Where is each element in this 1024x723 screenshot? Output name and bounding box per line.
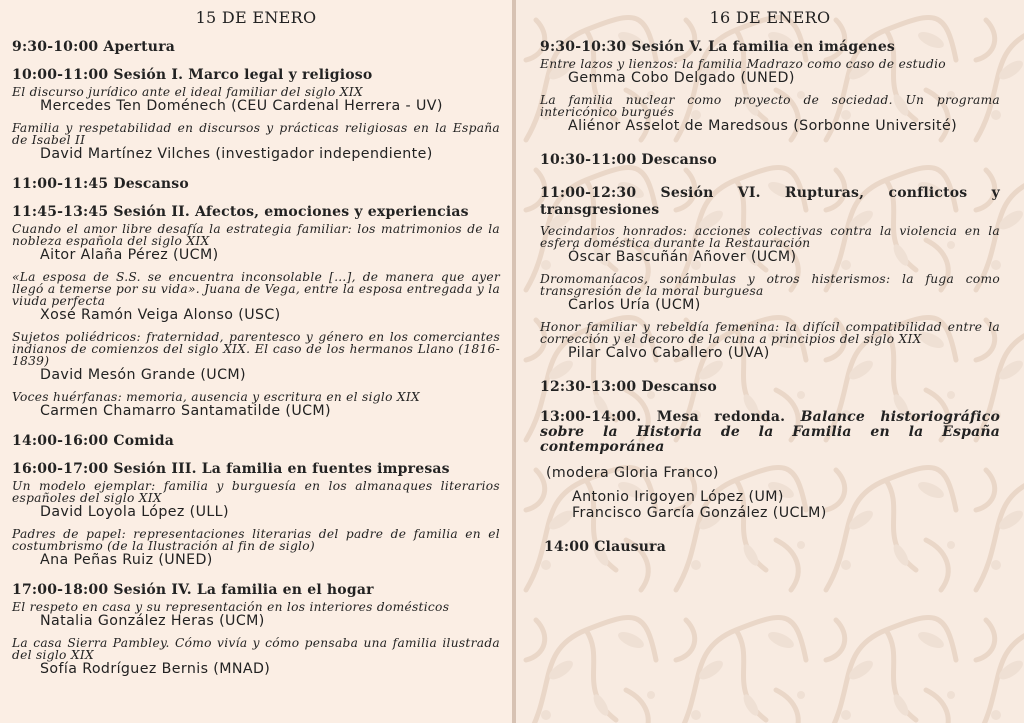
talk-author: Gemma Cobo Delgado (UNED)	[568, 70, 795, 86]
session-5-heading: 9:30-10:30 Sesión V. La familia en imágenes	[540, 39, 896, 55]
talk-author: Óscar Bascuñán Añover (UCM)	[568, 249, 797, 265]
mesa-redonda	[540, 410, 1000, 455]
talk-author: David Loyola López (ULL)	[40, 504, 229, 520]
apertura: 9:30-10:00 Apertura	[12, 39, 176, 55]
talk-author: Xosé Ramón Veiga Alonso (USC)	[40, 307, 281, 323]
day2-title: 16 DE ENERO	[709, 8, 831, 27]
session-4-heading: 17:00-18:00 Sesión IV. La familia en el hogar	[12, 582, 374, 598]
day1-title: 15 DE ENERO	[195, 8, 317, 27]
session-6-heading: 11:00-12:30 Sesión VI. Rupturas, conflictos y transgresiones	[540, 185, 1000, 218]
talk	[540, 94, 1000, 135]
talk	[12, 331, 500, 384]
talk	[12, 223, 500, 264]
descanso-1: 11:00-11:45 Descanso	[12, 176, 189, 192]
talk	[540, 225, 1000, 266]
day1-column	[12, 8, 500, 685]
talk	[12, 122, 500, 163]
talk-title: Vecindarios honrados: acciones colectivas contra la violencia en la esfera doméstica durante la Restauración	[540, 224, 1000, 250]
mesa-moderator: (modera Gloria Franco)	[546, 465, 719, 481]
talk-author: Mercedes Ten Doménech (CEU Cardenal Herrera - UV)	[40, 98, 443, 114]
talk-title: «La esposa de S.S. se encuentra inconsolable […], de manera que ayer llegó a temerse por su vida». Juana de Vega, entre la esposa entregada y la viuda perfecta	[12, 270, 501, 308]
talk-author: Sofía Rodríguez Bernis (MNAD)	[40, 661, 271, 677]
mesa-time: 13:00-14:00. Mesa redonda.	[540, 409, 786, 425]
talk	[12, 391, 500, 420]
session-2-heading: 11:45-13:45 Sesión II. Afectos, emociones y experiencias	[12, 204, 469, 220]
talk-title: Cuando el amor libre desafía la estrategia familiar: los matrimonios de la nobleza española del siglo XIX	[12, 222, 500, 248]
talk-author: Ana Peñas Ruiz (UNED)	[40, 552, 213, 568]
talk-author: David Martínez Vilches (investigador independiente)	[40, 146, 433, 162]
talk-title: El discurso jurídico ante el ideal familiar del siglo XIX	[12, 85, 363, 99]
descanso-1: 10:30-11:00 Descanso	[540, 152, 717, 168]
panelist: Francisco García González (UCLM)	[572, 505, 827, 521]
talk	[540, 273, 1000, 314]
talk-author: Carlos Uría (UCM)	[568, 297, 701, 313]
panelist: Antonio Irigoyen López (UM)	[572, 489, 784, 505]
talk-title: Entre lazos y lienzos: la familia Madrazo como caso de estudio	[540, 57, 946, 71]
talk-author: David Mesón Grande (UCM)	[40, 367, 246, 383]
descanso-2: 12:30-13:00 Descanso	[540, 379, 717, 395]
talk-title: Dromomaníacos, sonámbulas y otros histerismos: la fuga como transgresión de la moral burguesa	[540, 272, 1000, 298]
talk-author: Aitor Alaña Pérez (UCM)	[40, 247, 219, 263]
talk	[540, 58, 1000, 87]
talk	[12, 86, 500, 115]
talk-title: Sujetos poliédricos: fraternidad, parentesco y género en los comerciantes indianos de comienzos del siglo XIX. El caso de los hermanos Llano (1816-1839)	[12, 330, 500, 368]
day2-panel	[516, 0, 1024, 723]
mesa-title: Balance historiográfico sobre la Historia de la Familia en la España contemporánea	[540, 409, 1000, 455]
talk-title: Padres de papel: representaciones literarias del padre de familia en el costumbrismo (de la Ilustración al fin de siglo)	[12, 527, 500, 553]
talk	[540, 321, 1000, 362]
talk-author: Carmen Chamarro Santamatilde (UCM)	[40, 403, 331, 419]
talk	[12, 601, 500, 630]
talk	[12, 637, 500, 678]
day2-column	[540, 8, 1000, 567]
session-3-heading: 16:00-17:00 Sesión III. La familia en fuentes impresas	[12, 461, 450, 477]
talk-title: Un modelo ejemplar: familia y burguesía en los almanaques literarios españoles del siglo XIX	[12, 479, 500, 505]
session-1-heading: 10:00-11:00 Sesión I. Marco legal y religioso	[12, 67, 373, 83]
talk-title: Voces huérfanas: memoria, ausencia y escritura en el siglo XIX	[12, 390, 420, 404]
talk	[12, 480, 500, 521]
talk	[12, 271, 500, 324]
comida: 14:00-16:00 Comida	[12, 433, 175, 449]
talk-title: Honor familiar y rebeldía femenina: la difícil compatibilidad entre la corrección y el decoro de la cuna a principios del siglo XIX	[540, 320, 1000, 346]
talk-author: Natalia González Heras (UCM)	[40, 613, 265, 629]
talk-title: Familia y respetabilidad en discursos y prácticas religiosas en la España de Isabel II	[12, 121, 500, 147]
talk-title: La casa Sierra Pambley. Cómo vivía y cómo pensaba una familia ilustrada del siglo XIX	[12, 636, 500, 662]
clausura: 14:00 Clausura	[544, 539, 667, 555]
talk-author: Pilar Calvo Caballero (UVA)	[568, 345, 770, 361]
talk-title: El respeto en casa y su representación en los interiores domésticos	[12, 600, 450, 614]
talk-title: La familia nuclear como proyecto de sociedad. Un programa intericónico burgués	[540, 93, 1000, 119]
talk-author: Aliénor Asselot de Maredsous (Sorbonne Université)	[568, 118, 958, 134]
talk	[12, 528, 500, 569]
